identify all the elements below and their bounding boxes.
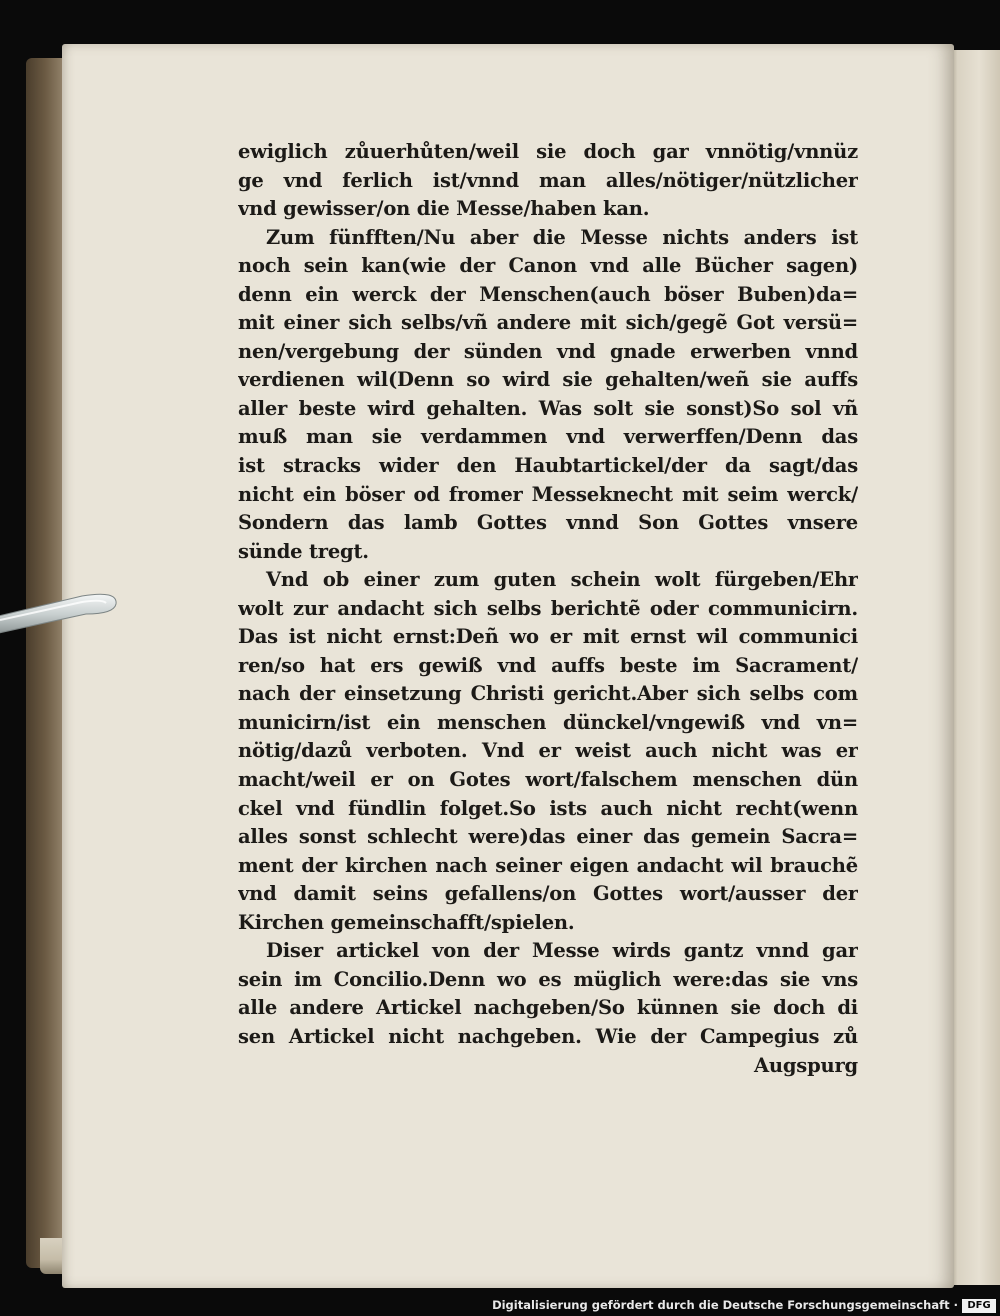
text-line: sünde tregt. — [238, 539, 369, 563]
catchword: Augspurg — [753, 1053, 858, 1077]
text-line: ren/so hat ers gewiß vnd auffs beste im Sacrament/ — [238, 653, 858, 677]
text-line: Das ist nicht ernst:Deñ wo er mit ernst wil communici — [238, 625, 858, 649]
text-line: ist stracks wider den Haubtartickel/der da sagt/das — [238, 454, 858, 478]
text-line: Zum fünfften/Nu aber die Messe nichts anders ist — [266, 225, 858, 249]
text-line: alles sonst schlecht were)das einer das gemein Sacra= — [238, 825, 858, 849]
text-line: Sondern das lamb Gottes vnnd Son Gottes vnsere — [238, 511, 858, 535]
text-line: ckel vnd fündlin folget.So ists auch nicht recht(wenn — [238, 796, 858, 820]
text-line: aller beste wird gehalten. Was solt sie sonst)So sol vñ — [238, 396, 858, 420]
dfg-logo: DFG — [962, 1299, 996, 1313]
text-line: ment der kirchen nach seiner eigen andacht wil brauchẽ — [238, 853, 858, 877]
text-line: nicht ein böser od fromer Messeknecht mit seim werck/ — [238, 482, 858, 506]
text-line: wolt zur andacht sich selbs berichtẽ oder communicirn. — [238, 596, 858, 620]
text-line: nötig/dazů verboten. Vnd er weist auch nicht was er — [238, 739, 858, 763]
page-holder-pointer-icon — [0, 584, 125, 634]
text-line: muß man sie verdammen vnd verwerffen/Denn das — [238, 425, 858, 449]
text-line: denn ein werck der Menschen(auch böser Buben)da= — [238, 282, 858, 306]
text-line: ewiglich zůuerhůten/weil sie doch gar vnnötig/vnnüz — [238, 140, 858, 163]
text-line: ge vnd ferlich ist/vnnd man alles/nötiger/nützlicher — [238, 168, 858, 192]
digitization-credit: Digitalisierung gefördert durch die Deutsche Forschungsgemeinschaft · — [492, 1298, 958, 1312]
facing-page-edge — [948, 50, 1000, 1285]
text-line: sen Artickel nicht nachgeben. Wie der Campegius zů — [238, 1024, 858, 1048]
text-line: Diser artickel von der Messe wirds gantz vnnd gar — [266, 939, 858, 963]
text-line: Vnd ob einer zum guten schein wolt fürgeben/Ehr — [266, 568, 858, 592]
footer-bar — [0, 1296, 1000, 1316]
text-line: verdienen wil(Denn so wird sie gehalten/weñ sie auffs — [238, 368, 858, 392]
text-line: macht/weil er on Gotes wort/falschem menschen dün — [238, 768, 858, 792]
text-line: sein im Concilio.Denn wo es müglich were:das sie vns — [238, 967, 858, 991]
text-line: alle andere Artickel nachgeben/So künnen sie doch di — [238, 996, 858, 1020]
text-line: mit einer sich selbs/vñ andere mit sich/gegẽ Got versü= — [238, 311, 858, 335]
text-line: Kirchen gemeinschafft/spielen. — [238, 910, 575, 934]
text-line: noch sein kan(wie der Canon vnd alle Bücher sagen) — [238, 254, 858, 278]
text-line: vnd damit seins gefallens/on Gottes wort/ausser der — [238, 882, 858, 906]
text-line: vnd gewisser/on die Messe/haben kan. — [238, 197, 650, 221]
body-text — [238, 138, 858, 1080]
text-line: municirn/ist ein menschen dünckel/vngewiß vnd vn= — [238, 710, 858, 734]
text-line: nen/vergebung der sünden vnd gnade erwerben vnnd — [238, 339, 858, 363]
text-line: nach der einsetzung Christi gericht.Aber sich selbs com — [238, 682, 858, 706]
